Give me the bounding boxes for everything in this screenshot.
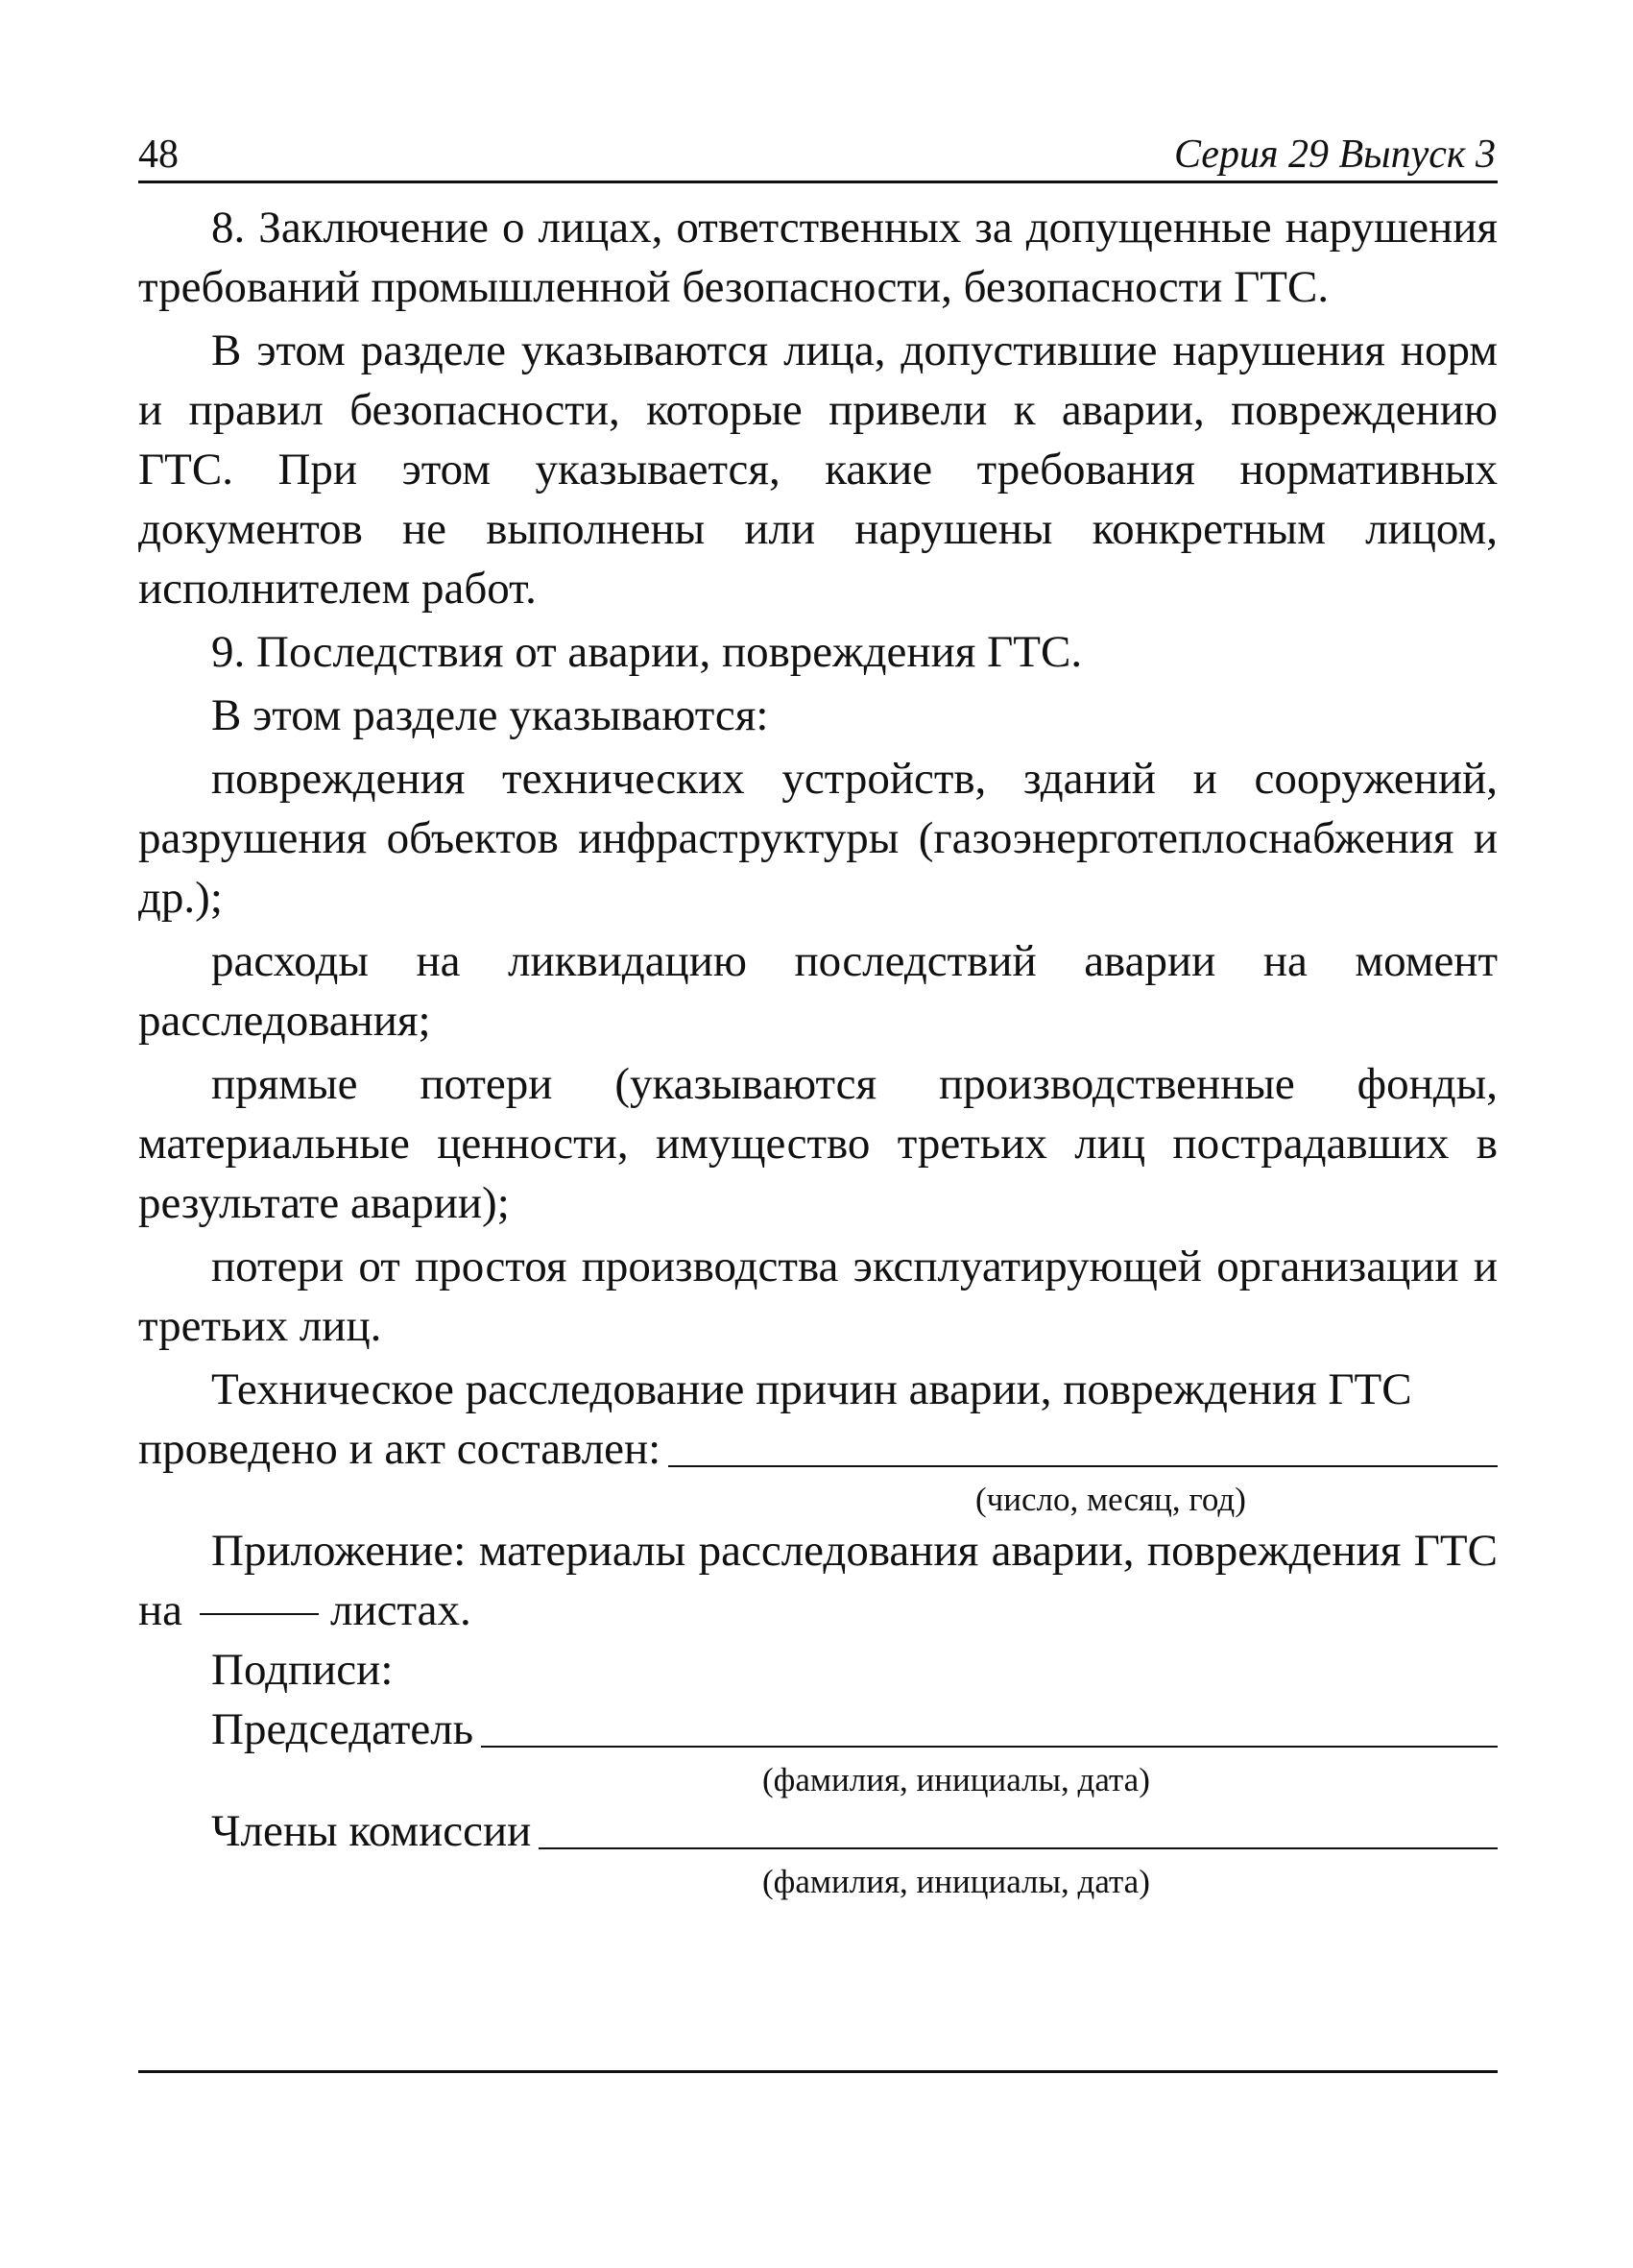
section-9-intro: В этом разделе указываются: — [211, 690, 769, 740]
signatures-label: Подписи: — [211, 1645, 394, 1695]
investigation-date-row — [138, 1419, 1498, 1479]
footer-rule — [138, 2070, 1498, 2073]
consequence-item-damage: повреждения технических устройств, зданий и сооружений, разрушения объектов инфраструктуры (газоэнерготеплоснабжения и др.); — [138, 754, 1498, 923]
body-text — [138, 198, 1498, 1903]
chairman-caption: (фамилия, инициалы, дата) — [762, 1761, 1150, 1798]
act-compiled-label: проведено и акт составлен: — [138, 1424, 661, 1474]
section-8-heading: 8. Заключение о лицах, ответственных за допущенные нарушения требований промышленной безопасности, безопасности ГТС. — [138, 203, 1498, 312]
consequence-item-expenses: расходы на ликвидацию последствий аварии на момент расследования; — [138, 936, 1498, 1046]
section-9-heading: 9. Последствия от аварии, повреждения ГТС. — [211, 627, 1083, 677]
consequence-item-downtime-losses: потери от простоя производства эксплуатирующей организации и третьих лиц. — [138, 1242, 1498, 1351]
chairman-row — [138, 1700, 1498, 1759]
members-signature-line[interactable] — [539, 1846, 1498, 1849]
investigation-statement: Техническое расследование причин аварии, повреждения ГТС — [211, 1364, 1412, 1414]
page-header — [138, 123, 1498, 183]
date-fill-line[interactable] — [668, 1464, 1498, 1467]
chairman-label: Председатель — [211, 1704, 474, 1754]
members-caption: (фамилия, инициалы, дата) — [762, 1863, 1150, 1900]
members-label: Члены комиссии — [211, 1806, 532, 1856]
page-number: 48 — [138, 133, 179, 177]
appendix-sheets-word: листах. — [330, 1585, 471, 1635]
sheet-count-blank[interactable] — [200, 1612, 319, 1615]
running-title: Серия 29 Выпуск 3 — [1174, 133, 1496, 177]
date-caption: (число, месяц, год) — [975, 1481, 1246, 1518]
consequence-item-direct-losses: прямые потери (указываются производственные фонды, материальные ценности, имущество третьих лиц пострадавших в результате аварии); — [138, 1059, 1498, 1228]
appendix-text: Приложение: материалы расследования аварии, повреждения ГТС на — [138, 1526, 1498, 1635]
chairman-signature-line[interactable] — [481, 1745, 1498, 1748]
section-8-paragraph: В этом разделе указываются лица, допустившие нарушения норм и правил безопасности, которые привели к аварии, повреждению ГТС. При этом указывается, какие требования нормативных документов не выполнены или нарушены конкретным лицом, исполнителем работ. — [138, 326, 1498, 614]
members-row — [138, 1801, 1498, 1861]
appendix-paragraph — [138, 1521, 1498, 1640]
